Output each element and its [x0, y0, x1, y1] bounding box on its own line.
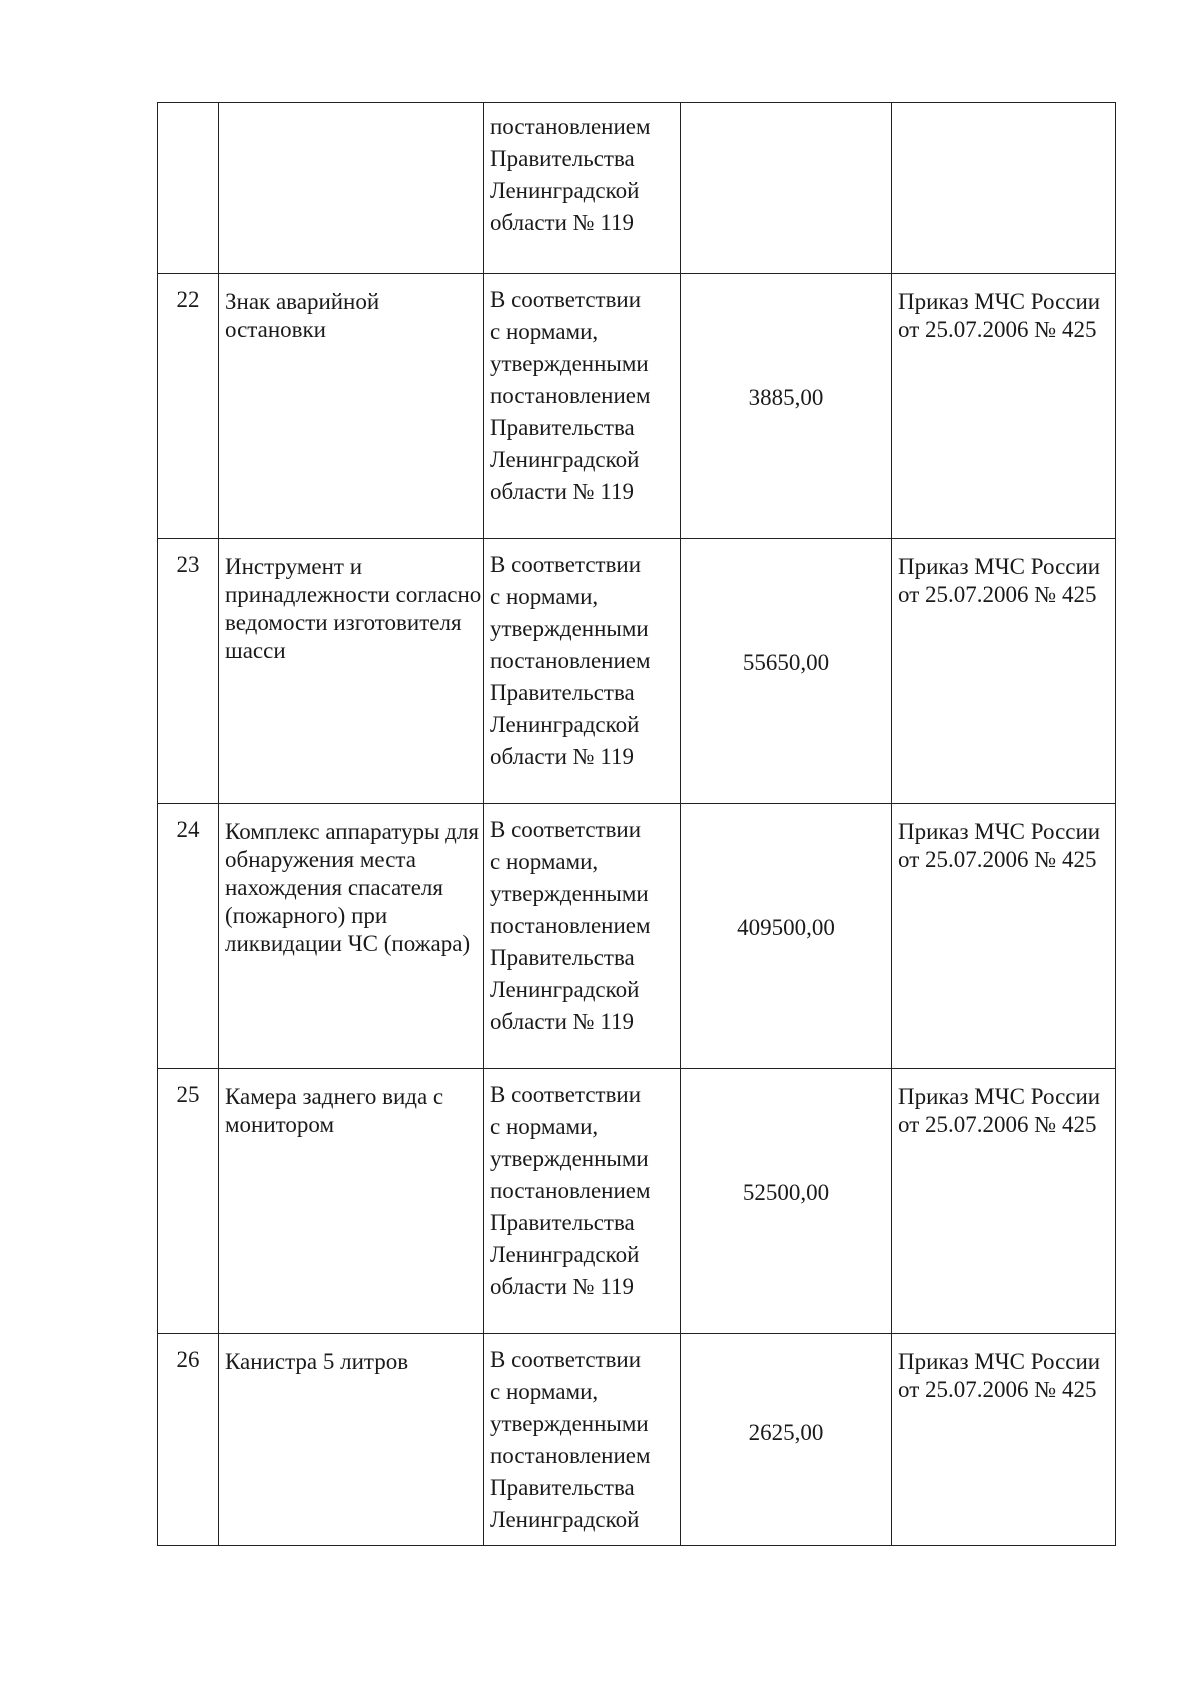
table-row-continuation [158, 103, 1116, 274]
row-number: 25 [176, 1082, 200, 1107]
cell-norm [484, 539, 681, 804]
row-number: 22 [176, 287, 200, 312]
table-row [158, 539, 1116, 804]
row-number: 23 [176, 552, 200, 577]
cell-price [681, 103, 892, 274]
cell-num [158, 274, 219, 539]
equipment-table [157, 102, 1116, 1546]
cell-basis [892, 539, 1116, 804]
cell-basis [892, 804, 1116, 1069]
basis-text: Приказ МЧС России от 25.07.2006 № 425 [898, 1084, 1101, 1137]
cell-num [158, 539, 219, 804]
cell-name [219, 103, 484, 274]
cell-name [219, 274, 484, 539]
cell-basis [892, 1069, 1116, 1334]
cell-price [681, 1334, 892, 1546]
price-value: 3885,00 [748, 385, 824, 410]
item-name: Комплекс аппаратуры для обнаружения места нахождения спасателя (пожарного) при ликвидации ЧС (пожара) [225, 819, 479, 956]
cell-num [158, 103, 219, 274]
cell-price [681, 539, 892, 804]
norm-text: В соответствии с нормами, утвержденными постановлением Правительства Ленинградской [490, 1347, 651, 1532]
price-value: 2625,00 [748, 1419, 824, 1445]
cell-norm [484, 103, 681, 274]
basis-text: Приказ МЧС России от 25.07.2006 № 425 [898, 819, 1101, 872]
row-number: 24 [176, 817, 200, 842]
cell-basis [892, 1334, 1116, 1546]
basis-text: Приказ МЧС России от 25.07.2006 № 425 [898, 1349, 1101, 1402]
cell-basis [892, 103, 1116, 274]
row-number: 26 [176, 1347, 200, 1372]
cell-num [158, 804, 219, 1069]
cell-price [681, 804, 892, 1069]
table-row [158, 274, 1116, 539]
cell-norm [484, 274, 681, 539]
cell-name [219, 804, 484, 1069]
cell-norm [484, 1334, 681, 1546]
basis-text: Приказ МЧС России от 25.07.2006 № 425 [898, 554, 1101, 607]
norm-text: В соответствии с нормами, утвержденными постановлением Правительства Ленинградской области № 119 [490, 1082, 651, 1299]
cell-name [219, 539, 484, 804]
cell-name [219, 1069, 484, 1334]
norm-text: постановлением Правительства Ленинградской области № 119 [490, 114, 651, 235]
price-value: 55650,00 [742, 650, 830, 675]
cell-price [681, 274, 892, 539]
table-row [158, 804, 1116, 1069]
cell-norm [484, 1069, 681, 1334]
basis-text: Приказ МЧС России от 25.07.2006 № 425 [898, 289, 1101, 342]
cell-price [681, 1069, 892, 1334]
norm-text: В соответствии с нормами, утвержденными постановлением Правительства Ленинградской области № 119 [490, 552, 651, 769]
cell-name [219, 1334, 484, 1546]
price-value: 409500,00 [737, 915, 835, 940]
table-row [158, 1069, 1116, 1334]
cell-num [158, 1334, 219, 1546]
norm-text: В соответствии с нормами, утвержденными постановлением Правительства Ленинградской области № 119 [490, 287, 651, 504]
cell-num [158, 1069, 219, 1334]
price-value: 52500,00 [742, 1180, 830, 1205]
norm-text: В соответствии с нормами, утвержденными постановлением Правительства Ленинградской области № 119 [490, 817, 651, 1034]
item-name: Инструмент и принадлежности согласно ведомости изготовителя шасси [225, 554, 482, 663]
cell-basis [892, 274, 1116, 539]
item-name: Канистра 5 литров [225, 1349, 409, 1374]
item-name: Знак аварийной остановки [225, 289, 380, 342]
item-name: Камера заднего вида с монитором [225, 1084, 444, 1137]
table-row [158, 1334, 1116, 1546]
cell-norm [484, 804, 681, 1069]
